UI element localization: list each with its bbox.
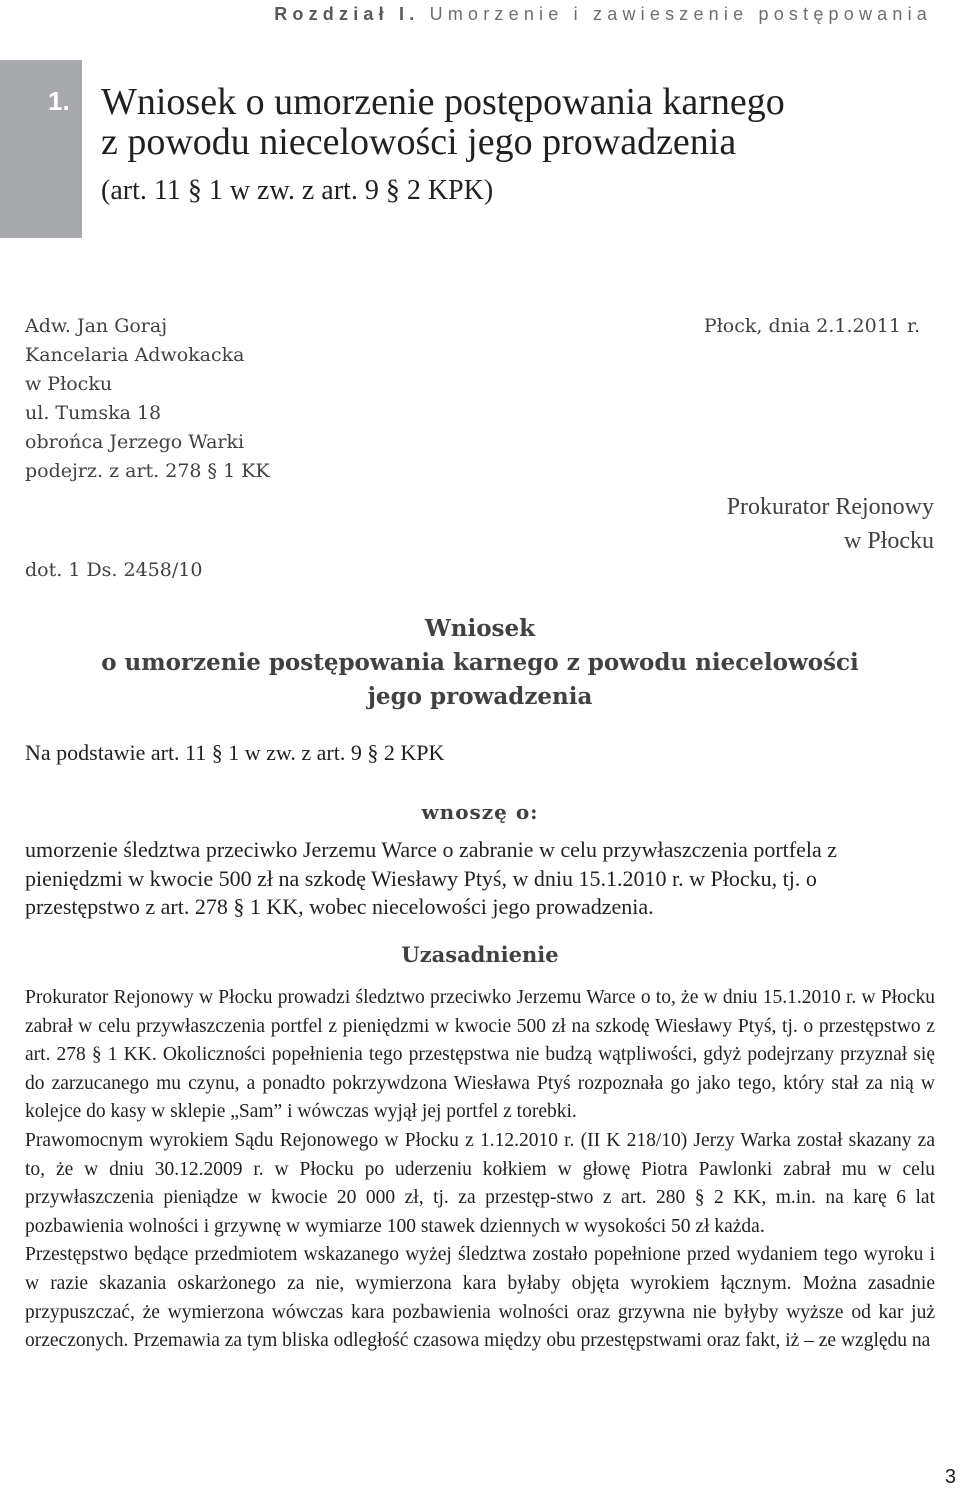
section-number-box: [0, 60, 82, 238]
sender-line: w Płocku: [25, 373, 113, 395]
running-header-chapter-label: Rozdział I.: [274, 4, 420, 24]
justification-heading: Uzasadnienie: [401, 942, 559, 967]
recipient-block: [727, 490, 934, 558]
document-title-line-3: jego prowadzenia: [367, 683, 593, 710]
document-title: [0, 612, 960, 714]
section-title-line-1: Wniosek o umorzenie postępowania karnego: [101, 81, 785, 123]
sender-line: obrońca Jerzego Warki: [25, 431, 245, 453]
section-legal-basis: (art. 11 § 1 w zw. z art. 9 § 2 KPK): [101, 175, 494, 206]
running-header: [0, 4, 932, 25]
page-number: 3: [944, 1466, 956, 1488]
sender-line: ul. Tumska 18: [25, 402, 162, 424]
request-paragraph: umorzenie śledztwa przeciwko Jerzemu Warce o zabranie w celu przywłaszczenia portfela z pieniędzmi w kwocie 500 zł na szkodę Wiesławy Ptyś, w dniu 15.1.2010 r. w Płocku, tj. o przestępstwo z art. 278 § 1 KK, wobec niecelowości jego prowadzenia.: [25, 837, 838, 919]
case-number: dot. 1 Ds. 2458/10: [25, 559, 203, 581]
sender-block: [25, 312, 270, 486]
section-title: [101, 82, 785, 206]
sender-line: Adw. Jan Goraj: [25, 315, 168, 337]
sender-line: podejrz. z art. 278 § 1 KK: [25, 460, 270, 482]
running-header-chapter-title: Umorzenie i zawieszenie postępowania: [429, 4, 932, 24]
sender-line: Kancelaria Adwokacka: [25, 344, 245, 366]
justification-body: [25, 984, 935, 1356]
justification-paragraph: Przestępstwo będące przedmiotem wskazanego wyżej śledztwa zostało popełnione przed wydaniem tego wyroku i w razie skazania oskarżonego za nie, wymierzona kara byłaby objęta wyrokiem łącznym. Można zasadnie przypuszczać, że wymierzona wówczas kara pozbawienia wolności oraz grzywna nie byłyby wyższe od kar już orzeczonych. Przemawia za tym bliska odległość czasowa między obu przestępstwami oraz fakt, iż – ze względu na: [25, 1244, 935, 1352]
document-title-line-1: Wniosek: [424, 615, 536, 642]
recipient-line-2: w Płocku: [844, 528, 934, 554]
section-number: 1.: [48, 86, 70, 116]
justification-paragraph: Prawomocnym wyrokiem Sądu Rejonowego w Płocku z 1.12.2010 r. (II K 218/10) Jerzy Warka został skazany za to, że w dniu 30.12.2009 r. w Płocku po uderzeniu kołkiem w głowę Piotra Pawlonki zabrał mu w celu przywłaszczenia pieniądze w kwocie 20 000 zł, tj. za przestęp-stwo z art. 280 § 2 KK, m.in. na karę 6 lat pozbawienia wolności i grzywnę w wymiarze 100 stawek dziennych w wysokości 50 zł każda.: [25, 1129, 935, 1237]
recipient-line-1: Prokurator Rejonowy: [726, 494, 934, 520]
place-date: Płock, dnia 2.1.2011 r.: [703, 315, 920, 337]
request-heading: wnoszę o:: [421, 800, 539, 824]
section-title-line-2: z powodu niecelowości jego prowadzenia: [101, 121, 737, 163]
justification-paragraph: Prokurator Rejonowy w Płocku prowadzi śledztwo przeciwko Jerzemu Warce o to, że w dniu 15.1.2010 r. w Płocku zabrał w celu przywłaszczenia portfel z pieniędzmi w kwocie 500 zł na szkodę Wiesławy Ptyś, tj. o przestępstwo z art. 278 § 1 KK. Okoliczności popełnienia tego przestępstwa nie budzą wątpliwości, gdyż podejrzany przyznał się do zarzucanego mu czynu, a ponadto pokrzywdzona Wiesława Ptyś rozpoznała go jako tego, który stał za nią w kolejce do kasy w sklepie „Sam” i wówczas wyjął jej portfel z torebki.: [25, 987, 935, 1123]
document-title-line-2: o umorzenie postępowania karnego z powodu niecelowości: [101, 649, 859, 676]
legal-basis-line: Na podstawie art. 11 § 1 w zw. z art. 9 § 2 KPK: [25, 740, 445, 765]
